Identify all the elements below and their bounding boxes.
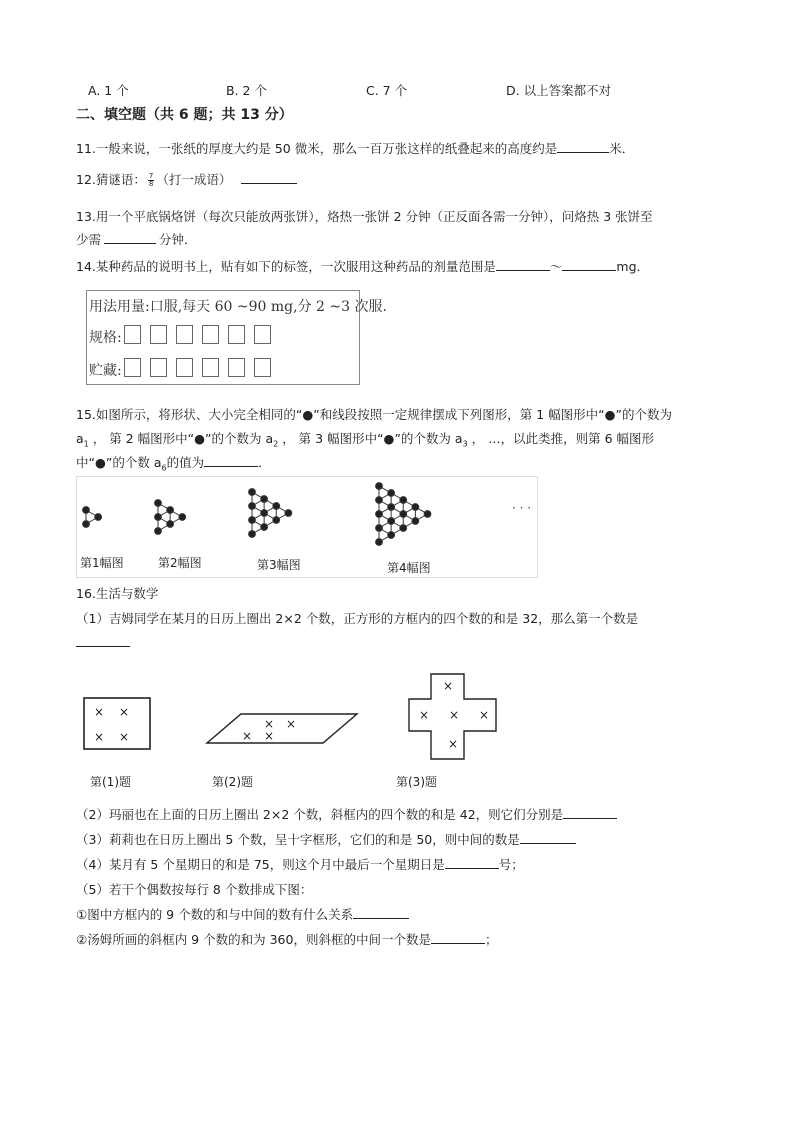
storage-box bbox=[202, 358, 219, 377]
figure-dot bbox=[249, 489, 256, 496]
spec-box bbox=[150, 325, 167, 344]
x-mark: × bbox=[418, 708, 430, 722]
q16-p3-answer-blank[interactable] bbox=[520, 831, 576, 844]
q16-p5-2-post: ； bbox=[484, 932, 498, 947]
storage-box bbox=[254, 358, 271, 377]
label-usage-line: 用法用量:口服,每天 60 ~90 mg,分 2 ~3 次服. bbox=[89, 299, 387, 315]
figure-dot bbox=[95, 514, 102, 521]
x-mark: × bbox=[478, 708, 490, 722]
q15-a3-sub: 3 bbox=[462, 439, 468, 449]
spec-box bbox=[228, 325, 245, 344]
figure-dot bbox=[167, 521, 174, 528]
option-a: A. 1 个 bbox=[88, 83, 129, 98]
q15-line3 bbox=[76, 453, 271, 473]
fig-ellipsis: · · · bbox=[512, 501, 532, 515]
q16-title: 16.生活与数学 bbox=[76, 586, 159, 601]
q13-line2-pre: 少需 bbox=[76, 232, 102, 247]
q12-frac-num: 7 bbox=[148, 172, 154, 180]
q16-p4-answer-blank[interactable] bbox=[445, 856, 499, 869]
figure-dot bbox=[249, 517, 256, 524]
figure-dot bbox=[249, 531, 256, 538]
q16-p2-text: （2）玛丽也在上面的日历上圈出 2×2 个数，斜框内的四个数的和是 42，则它们分别是 bbox=[76, 807, 564, 822]
q14-text: 14.某种药品的说明书上，贴有如下的标签，一次服用这种药品的剂量范围是 bbox=[76, 259, 496, 274]
figure-dot bbox=[155, 528, 162, 535]
spec-box bbox=[124, 325, 141, 344]
q11-unit: 米． bbox=[609, 141, 635, 156]
fig-caption-2: 第(2)题 bbox=[212, 775, 253, 789]
section-heading: 二、填空题（共 6 题；共 13 分） bbox=[76, 107, 293, 123]
q16-p1-answer-blank[interactable] bbox=[76, 634, 130, 647]
figure-dot bbox=[412, 504, 419, 511]
calendar-frames-figure bbox=[76, 670, 516, 765]
question-11 bbox=[76, 139, 634, 157]
q16-p5-2 bbox=[76, 930, 497, 948]
figure-dot bbox=[388, 504, 395, 511]
figure-dot bbox=[167, 507, 174, 514]
q15-a2-sub: 2 bbox=[273, 439, 279, 449]
x-mark: × bbox=[94, 705, 105, 719]
q15-a2-text: ， 第 2 幅图形中“●”的个数为 a bbox=[92, 431, 274, 446]
fig-label-3: 第3幅图 bbox=[257, 558, 301, 572]
spec-box bbox=[202, 325, 219, 344]
q14-answer-blank-min[interactable] bbox=[496, 258, 550, 271]
figure-dot bbox=[400, 525, 407, 532]
x-mark: × bbox=[264, 729, 275, 743]
q15-line2-tail: ， …，以此类推，则第 6 幅图形 bbox=[471, 431, 655, 446]
fig-label-2: 第2幅图 bbox=[158, 556, 202, 570]
q15-a6-sub: 6 bbox=[161, 463, 167, 473]
figure-dot bbox=[273, 503, 280, 510]
x-mark: × bbox=[94, 730, 105, 744]
q16-p5-2-text: ②汤姆所画的斜框内 9 个数的和为 360，则斜框的中间一个数是 bbox=[76, 932, 431, 947]
label-spec: 规格: bbox=[89, 330, 122, 346]
q14-answer-blank-max[interactable] bbox=[562, 258, 616, 271]
q15-a3-text: ， 第 3 幅图形中“●”的个数为 a bbox=[282, 431, 463, 446]
figure-dot bbox=[376, 483, 383, 490]
q11-text: 11.一般来说，一张纸的厚度大约是 50 微米，那么一百万张这样的纸叠起来的高度约是 bbox=[76, 141, 558, 156]
x-mark: × bbox=[242, 729, 253, 743]
q12-fraction bbox=[148, 173, 154, 188]
q12-frac-den: 8 bbox=[148, 180, 154, 188]
q16-p3-text: （3）莉莉也在日历上圈出 5 个数，呈十字框形，它们的和是 50，则中间的数是 bbox=[76, 832, 520, 847]
q16-p5-1 bbox=[76, 905, 409, 923]
figure-dot bbox=[83, 507, 90, 514]
fig-label-4: 第4幅图 bbox=[387, 561, 431, 575]
figure-dot bbox=[155, 514, 162, 521]
storage-box bbox=[176, 358, 193, 377]
question-13-line2 bbox=[76, 230, 197, 248]
q12-answer-blank[interactable] bbox=[241, 171, 297, 184]
figure-dot bbox=[388, 490, 395, 497]
q15-line1: 15.如图所示，将形状、大小完全相同的“●”和线段按照一定规律摆成下列图形，第 1 幅图形中“●”的个数为 bbox=[76, 407, 672, 422]
figure-dot bbox=[424, 511, 431, 518]
option-b: B. 2 个 bbox=[226, 83, 267, 98]
q16-p5-1-answer-blank[interactable] bbox=[353, 906, 409, 919]
q14-tilde: ～ bbox=[549, 259, 563, 274]
question-14 bbox=[76, 257, 649, 275]
figure-dot bbox=[261, 496, 268, 503]
x-mark: × bbox=[448, 708, 460, 722]
dot-pattern-figure bbox=[76, 476, 538, 578]
figure-dot bbox=[388, 532, 395, 539]
label-storage: 贮藏: bbox=[89, 363, 122, 379]
figure-dot bbox=[261, 510, 268, 517]
q14-unit: mg． bbox=[616, 259, 650, 274]
q15-a1-sub: 1 bbox=[83, 439, 89, 449]
q15-a6-text: 中“●”的个数 a bbox=[76, 455, 162, 470]
q15-a1: a bbox=[76, 431, 84, 446]
figure-dot bbox=[83, 521, 90, 528]
q16-p4-post: 号； bbox=[498, 857, 524, 872]
spec-box bbox=[254, 325, 271, 344]
figure-dot bbox=[376, 525, 383, 532]
figure-dot bbox=[179, 514, 186, 521]
q15-line3-post: 的值为 bbox=[166, 455, 205, 470]
x-mark: × bbox=[119, 730, 130, 744]
figure-dot bbox=[261, 524, 268, 531]
x-mark: × bbox=[119, 705, 130, 719]
figure-dot bbox=[388, 518, 395, 525]
q16-p4 bbox=[76, 855, 524, 873]
q16-p2 bbox=[76, 805, 617, 823]
spec-box bbox=[176, 325, 193, 344]
q16-p5-1-text: ①图中方框内的 9 个数的和与中间的数有什么关系 bbox=[76, 907, 354, 922]
option-d: D. 以上答案都不对 bbox=[506, 83, 612, 98]
slanted-frame bbox=[207, 714, 357, 743]
storage-box bbox=[124, 358, 141, 377]
figure-dot bbox=[400, 497, 407, 504]
q16-p4-text: （4）某月有 5 个星期日的和是 75，则这个月中最后一个星期日是 bbox=[76, 857, 445, 872]
figure-dot bbox=[285, 510, 292, 517]
storage-box bbox=[150, 358, 167, 377]
fig-label-1: 第1幅图 bbox=[80, 556, 124, 570]
question-12 bbox=[76, 170, 297, 188]
storage-box bbox=[228, 358, 245, 377]
figure-dot bbox=[273, 517, 280, 524]
figure-dot bbox=[400, 511, 407, 518]
fig-caption-1: 第(1)题 bbox=[90, 775, 131, 789]
figure-dot bbox=[376, 497, 383, 504]
x-mark: × bbox=[264, 717, 275, 731]
q15-line3-end: ． bbox=[258, 455, 271, 470]
q13-answer-blank[interactable] bbox=[104, 231, 156, 244]
figure-dot bbox=[376, 511, 383, 518]
q15-line2 bbox=[76, 429, 654, 449]
figure-dot bbox=[249, 503, 256, 510]
q12-text: 12.猜谜语： bbox=[76, 172, 146, 187]
fig-caption-3: 第(3)题 bbox=[396, 775, 437, 789]
q16-p5-2-answer-blank[interactable] bbox=[431, 931, 485, 944]
q16-p1: （1）吉姆同学在某月的日历上圈出 2×2 个数，正方形的方框内的四个数的和是 32，那么第一个数是 bbox=[76, 611, 639, 626]
q11-answer-blank[interactable] bbox=[557, 140, 609, 153]
x-mark: × bbox=[447, 737, 459, 751]
q16-p2-answer-blank[interactable] bbox=[563, 806, 617, 819]
figure-dot bbox=[155, 500, 162, 507]
q15-answer-blank[interactable] bbox=[204, 454, 258, 467]
medicine-label bbox=[86, 290, 387, 385]
figure-dot bbox=[412, 518, 419, 525]
q16-p5: （5）若干个偶数按每行 8 个数排成下图： bbox=[76, 882, 313, 897]
q16-p3 bbox=[76, 830, 576, 848]
q13-line2-post: 分钟． bbox=[159, 232, 197, 247]
figure-dot bbox=[376, 539, 383, 546]
q12-tail: （打一成语） bbox=[156, 172, 232, 187]
x-mark: × bbox=[442, 679, 454, 693]
q13-line1: 13.用一个平底锅烙饼（每次只能放两张饼），烙热一张饼 2 分钟（正反面各需一分钟），问烙热 3 张饼至 bbox=[76, 209, 653, 224]
x-mark: × bbox=[286, 717, 297, 731]
option-c: C. 7 个 bbox=[366, 83, 408, 98]
